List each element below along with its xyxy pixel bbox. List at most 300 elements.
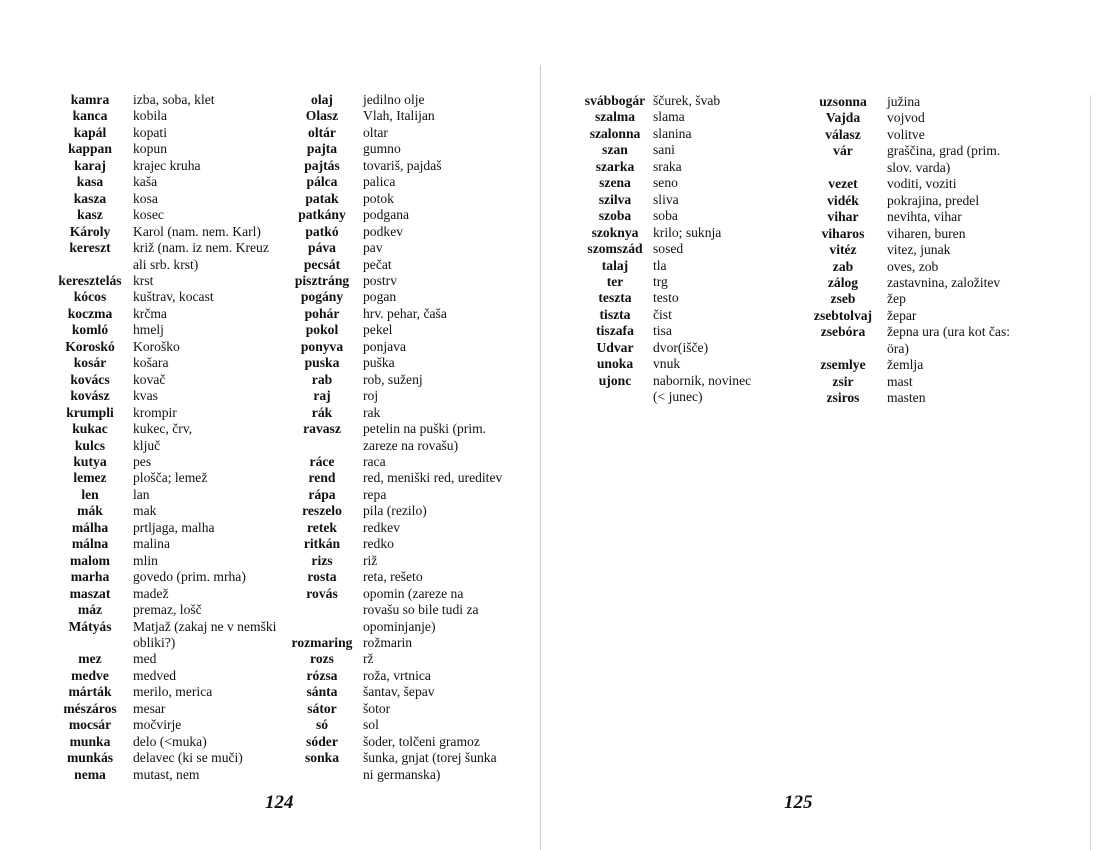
translation: red, meniški red, ureditev — [363, 470, 503, 486]
dictionary-column-right-2 — [807, 94, 1047, 407]
headword: ponyva — [300, 338, 344, 354]
headword: pajtás — [304, 157, 340, 173]
headword: teszta — [598, 290, 632, 306]
translation: mlin — [133, 552, 158, 568]
headword: olaj — [311, 92, 333, 107]
headword: zsemlye — [820, 357, 866, 373]
translation: pekel — [363, 322, 393, 338]
translation: vojvod — [887, 110, 925, 126]
headword: komló — [71, 322, 109, 338]
translation: ščurek, švab — [653, 93, 721, 108]
dictionary-entry — [287, 684, 527, 700]
page-edge — [1090, 95, 1091, 850]
dictionary-entry — [287, 355, 527, 371]
translation: potok — [363, 190, 394, 206]
dictionary-entry — [50, 503, 290, 519]
headword: szalma — [594, 109, 636, 125]
translation: redkev — [363, 519, 400, 535]
headword: malom — [69, 552, 111, 568]
translation: krompir — [133, 404, 177, 420]
translation: krst — [133, 272, 154, 288]
dictionary-entry — [287, 125, 527, 141]
headword: vezet — [828, 176, 858, 192]
headword: zab — [832, 258, 854, 274]
headword: Koroskó — [65, 338, 115, 354]
translation: kosec — [133, 207, 164, 223]
translation: križ (nam. iz nem. Kreuz ali srb. krst) — [133, 240, 269, 272]
dictionary-entry — [50, 273, 290, 289]
headword: pokol — [305, 322, 339, 338]
dictionary-entry — [807, 291, 1047, 307]
translation: rožmarin — [363, 634, 413, 650]
dictionary-entry — [50, 289, 290, 305]
translation: puška — [363, 355, 395, 371]
dictionary-entry — [50, 240, 290, 273]
dictionary-entry — [807, 324, 1047, 357]
translation: graščina, grad (prim. slov. varda) — [887, 143, 1001, 175]
translation: kobila — [133, 108, 167, 124]
dictionary-entry — [577, 241, 817, 257]
translation: žepar — [887, 307, 917, 323]
translation: pes — [133, 453, 152, 469]
dictionary-entry — [287, 158, 527, 174]
headword: kappan — [68, 141, 112, 157]
dictionary-entry — [287, 586, 527, 635]
dictionary-entry — [50, 520, 290, 536]
dictionary-entry — [287, 405, 527, 421]
headword: lemez — [73, 470, 107, 486]
translation: delavec (ki se muči) — [133, 750, 243, 766]
translation: reta, rešeto — [363, 569, 423, 585]
headword: szoknya — [591, 224, 639, 240]
headword: nema — [74, 766, 106, 782]
headword: medve — [71, 667, 109, 683]
headword: svábbogár — [584, 93, 646, 108]
dictionary-column-left-1 — [50, 92, 290, 783]
headword: rápa — [308, 486, 336, 502]
dictionary-entry — [50, 487, 290, 503]
page-number-left: 124 — [265, 792, 294, 813]
headword: szan — [602, 142, 628, 158]
dictionary-entry — [50, 224, 290, 240]
headword: kapál — [73, 124, 107, 140]
headword: zsebtolvaj — [813, 307, 873, 323]
dictionary-entry — [807, 127, 1047, 143]
translation: nevihta, vihar — [887, 209, 962, 225]
headword: munka — [69, 733, 111, 749]
translation: mast — [887, 373, 913, 389]
translation: roža, vrtnica — [363, 667, 431, 683]
translation: gumno — [363, 141, 401, 157]
dictionary-entry — [287, 470, 527, 486]
headword: Udvar — [596, 339, 634, 355]
translation: sol — [363, 717, 379, 733]
dictionary-entry — [287, 141, 527, 157]
dictionary-entry — [807, 308, 1047, 324]
translation: tla — [653, 257, 667, 273]
dictionary-entry — [50, 454, 290, 470]
dictionary-entry — [287, 289, 527, 305]
dictionary-entry — [807, 374, 1047, 390]
translation: premaz, lošč — [133, 602, 202, 618]
translation: Karol (nam. nem. Karl) — [133, 223, 261, 239]
dictionary-entry — [287, 224, 527, 240]
translation: oves, zob — [887, 258, 939, 274]
headword: mák — [77, 503, 103, 519]
dictionary-entry — [577, 290, 817, 306]
dictionary-entry — [807, 357, 1047, 373]
dictionary-entry — [577, 175, 817, 191]
headword: ter — [606, 273, 624, 289]
translation: pokrajina, predel — [887, 192, 980, 208]
dictionary-entry — [807, 110, 1047, 126]
headword: rab — [311, 371, 333, 387]
dictionary-column-right-1 — [577, 93, 817, 406]
headword: oltár — [308, 124, 336, 140]
headword: raj — [313, 388, 331, 404]
translation: masten — [887, 390, 926, 406]
headword: páva — [308, 240, 336, 256]
translation: žep — [887, 291, 906, 307]
headword: kutya — [73, 453, 107, 469]
translation: ključ — [133, 437, 161, 453]
headword: kócos — [73, 289, 107, 305]
translation: južina — [887, 94, 921, 109]
dictionary-entry — [807, 242, 1047, 258]
dictionary-entry — [287, 553, 527, 569]
translation: delo (<muka) — [133, 733, 207, 749]
headword: kasa — [76, 174, 104, 190]
headword: Károly — [69, 223, 111, 239]
translation: pogan — [363, 289, 397, 305]
translation: opomin (zareze na rovašu so bile tudi za opominjanje) — [363, 585, 479, 634]
translation: hmelj — [133, 322, 164, 338]
translation: košara — [133, 355, 169, 371]
dictionary-entry — [50, 372, 290, 388]
dictionary-entry — [50, 174, 290, 190]
dictionary-entry — [50, 108, 290, 124]
dictionary-entry — [50, 421, 290, 437]
translation: merilo, merica — [133, 684, 213, 700]
headword: zsir — [832, 373, 854, 389]
headword: rák — [311, 404, 333, 420]
dictionary-entry — [577, 225, 817, 241]
translation: soba — [653, 208, 678, 224]
headword: patak — [305, 190, 339, 206]
translation: močvirje — [133, 717, 182, 733]
translation: krčma — [133, 305, 167, 321]
translation: tovariš, pajdaš — [363, 157, 442, 173]
dictionary-entry — [577, 340, 817, 356]
left-page — [0, 0, 540, 850]
dictionary-entry — [577, 307, 817, 323]
dictionary-entry — [50, 191, 290, 207]
headword: keresztelás — [58, 272, 122, 288]
headword: szoba — [598, 208, 632, 224]
translation: med — [133, 651, 157, 667]
dictionary-entry — [287, 174, 527, 190]
dictionary-entry — [50, 651, 290, 667]
dictionary-entry — [287, 734, 527, 750]
translation: rob, suženj — [363, 371, 423, 387]
headword: pecsát — [303, 256, 341, 272]
dictionary-entry — [577, 126, 817, 142]
dictionary-entry — [807, 193, 1047, 209]
dictionary-entry — [287, 339, 527, 355]
headword: máz — [77, 602, 103, 618]
headword: sátor — [307, 700, 337, 716]
dictionary-entry — [287, 454, 527, 470]
dictionary-entry — [807, 94, 1047, 110]
translation: mak — [133, 503, 157, 519]
headword: Mátyás — [68, 618, 112, 634]
translation: kaša — [133, 174, 158, 190]
headword: ráce — [309, 453, 335, 469]
headword: viharos — [821, 225, 865, 241]
headword: kereszt — [69, 240, 111, 256]
dictionary-entry — [287, 388, 527, 404]
headword: vidék — [827, 192, 859, 208]
translation: redko — [363, 536, 394, 552]
headword: patkány — [298, 207, 346, 223]
translation: Koroško — [133, 338, 180, 354]
headword: rózsa — [306, 667, 338, 683]
translation: medved — [133, 667, 177, 683]
headword: szalonna — [589, 125, 641, 141]
translation: slama — [653, 109, 685, 125]
dictionary-entry — [807, 275, 1047, 291]
translation: kuštrav, kocast — [133, 289, 214, 305]
headword: mez — [78, 651, 102, 667]
translation: nabornik, novinec (< junec) — [653, 372, 752, 405]
dictionary-entry — [50, 355, 290, 371]
dictionary-entry — [50, 92, 290, 108]
headword: sonka — [304, 750, 339, 766]
headword: zseb — [830, 291, 856, 307]
dictionary-entry — [287, 651, 527, 667]
translation: kvas — [133, 388, 158, 404]
dictionary-entry — [287, 520, 527, 536]
dictionary-entry — [50, 158, 290, 174]
translation: šotor — [363, 700, 391, 716]
dictionary-entry — [50, 619, 290, 652]
headword: sóder — [306, 733, 338, 749]
dictionary-entry — [50, 536, 290, 552]
translation: kukec, črv, — [133, 421, 193, 437]
dictionary-entry — [50, 306, 290, 322]
dictionary-entry — [287, 92, 527, 108]
translation: testo — [653, 290, 679, 306]
headword: rovás — [306, 585, 338, 601]
headword: vitéz — [829, 242, 857, 258]
translation: jedilno olje — [363, 92, 425, 107]
headword: zsebóra — [820, 324, 866, 340]
translation: sliva — [653, 191, 679, 207]
dictionary-entry — [287, 306, 527, 322]
translation: rak — [363, 404, 381, 420]
dictionary-entry — [287, 421, 527, 454]
dictionary-entry — [50, 734, 290, 750]
translation: madež — [133, 585, 169, 601]
headword: málha — [71, 519, 109, 535]
translation: Vlah, Italijan — [363, 108, 435, 124]
headword: vár — [833, 143, 853, 159]
dictionary-entry — [50, 125, 290, 141]
headword: unoka — [596, 356, 634, 372]
headword: kulcs — [74, 437, 106, 453]
dictionary-entry — [287, 487, 527, 503]
translation: roj — [363, 388, 379, 404]
dictionary-entry — [577, 274, 817, 290]
translation: vitez, junak — [887, 242, 951, 258]
dictionary-entry — [807, 390, 1047, 406]
headword: maszat — [69, 585, 111, 601]
dictionary-entry — [807, 226, 1047, 242]
translation: kovač — [133, 371, 166, 387]
headword: retek — [307, 519, 337, 535]
headword: len — [81, 486, 99, 502]
headword: marha — [70, 569, 110, 585]
translation: dvor(išče) — [653, 339, 709, 355]
page-number-right: 125 — [784, 792, 813, 813]
headword: rosta — [307, 569, 337, 585]
translation: žepna ura (ura kot čas: öra) — [887, 324, 1011, 356]
dictionary-entry — [50, 750, 290, 766]
translation: šunka, gnjat (torej šunka ni germanska) — [363, 750, 497, 782]
dictionary-entry — [50, 141, 290, 157]
dictionary-entry — [50, 602, 290, 618]
right-page — [541, 0, 1100, 850]
translation: palica — [363, 174, 396, 190]
translation: ponjava — [363, 338, 407, 354]
translation: govedo (prim. mrha) — [133, 569, 246, 585]
headword: tiszta — [599, 306, 631, 322]
translation: šoder, tolčeni gramoz — [363, 733, 480, 749]
translation: plošča; lemež — [133, 470, 208, 486]
headword: reszelo — [302, 503, 342, 519]
translation: kopati — [133, 124, 167, 140]
headword: kosár — [73, 355, 107, 371]
dictionary-entry — [287, 569, 527, 585]
dictionary-entry — [50, 586, 290, 602]
translation: hrv. pehar, čaša — [363, 305, 447, 321]
headword: patkó — [305, 223, 339, 239]
headword: kasza — [73, 190, 107, 206]
dictionary-entry — [287, 108, 527, 124]
translation: trg — [653, 273, 668, 289]
headword: pohár — [304, 305, 340, 321]
headword: mocsár — [68, 717, 112, 733]
translation: seno — [653, 175, 678, 191]
dictionary-entry — [50, 388, 290, 404]
headword: szena — [599, 175, 631, 191]
headword: sánta — [306, 684, 338, 700]
translation: voditi, voziti — [887, 176, 957, 192]
translation: Matjaž (zakaj ne v nemški obliki?) — [133, 618, 277, 650]
headword: pogány — [300, 289, 344, 305]
headword: só — [315, 717, 329, 733]
translation: šantav, šepav — [363, 684, 435, 700]
headword: kukac — [72, 421, 108, 437]
dictionary-entry — [50, 339, 290, 355]
headword: Olasz — [305, 108, 339, 124]
headword: koczma — [67, 305, 113, 321]
dictionary-entry — [287, 717, 527, 733]
headword: ujonc — [598, 372, 632, 388]
dictionary-entry — [577, 159, 817, 175]
dictionary-entry — [287, 635, 527, 651]
dictionary-entry — [287, 701, 527, 717]
translation: postrv — [363, 272, 397, 288]
headword: szilva — [598, 191, 632, 207]
translation: krilo; suknja — [653, 224, 722, 240]
translation: podkev — [363, 223, 404, 239]
translation: izba, soba, klet — [133, 92, 215, 107]
translation: petelin na puški (prim. zareze na rovašu) — [363, 421, 487, 453]
headword: szarka — [595, 158, 635, 174]
dictionary-entry — [50, 405, 290, 421]
translation: pečat — [363, 256, 392, 272]
dictionary-entry — [50, 717, 290, 733]
translation: pila (rezilo) — [363, 503, 427, 519]
headword: puska — [304, 355, 340, 371]
headword: pisztráng — [294, 272, 350, 288]
translation: zastavnina, založitev — [887, 274, 1001, 290]
headword: márták — [68, 684, 112, 700]
dictionary-entry — [50, 207, 290, 223]
translation: volitve — [887, 126, 925, 142]
dictionary-entry — [50, 569, 290, 585]
translation: vnuk — [653, 356, 681, 372]
headword: ravasz — [303, 421, 341, 437]
translation: mesar — [133, 700, 166, 716]
dictionary-entry — [577, 93, 817, 109]
dictionary-entry — [287, 503, 527, 519]
dictionary-entry — [287, 750, 527, 783]
translation: rž — [363, 651, 374, 667]
translation: kopun — [133, 141, 167, 157]
dictionary-entry — [287, 372, 527, 388]
headword: rend — [308, 470, 336, 486]
translation: viharen, buren — [887, 225, 966, 241]
translation: repa — [363, 486, 387, 502]
translation: kosa — [133, 190, 158, 206]
translation: krajec kruha — [133, 157, 201, 173]
dictionary-entry — [50, 322, 290, 338]
dictionary-entry — [287, 536, 527, 552]
dictionary-entry — [577, 109, 817, 125]
headword: uzsonna — [819, 94, 867, 109]
headword: rozs — [310, 651, 334, 667]
headword: pálca — [306, 174, 338, 190]
dictionary-entry — [577, 208, 817, 224]
translation: sani — [653, 142, 675, 158]
headword: zálog — [827, 274, 859, 290]
headword: vihar — [827, 209, 859, 225]
headword: rozmaring — [291, 634, 353, 650]
headword: szomszád — [587, 241, 643, 257]
dictionary-entry — [50, 684, 290, 700]
dictionary-entry — [577, 356, 817, 372]
translation: prtljaga, malha — [133, 519, 215, 535]
headword: Vajda — [825, 110, 861, 126]
translation: malina — [133, 536, 170, 552]
headword: rizs — [311, 552, 333, 568]
headword: kasz — [77, 207, 103, 223]
dictionary-entry — [287, 668, 527, 684]
dictionary-entry — [50, 438, 290, 454]
translation: čist — [653, 306, 672, 322]
